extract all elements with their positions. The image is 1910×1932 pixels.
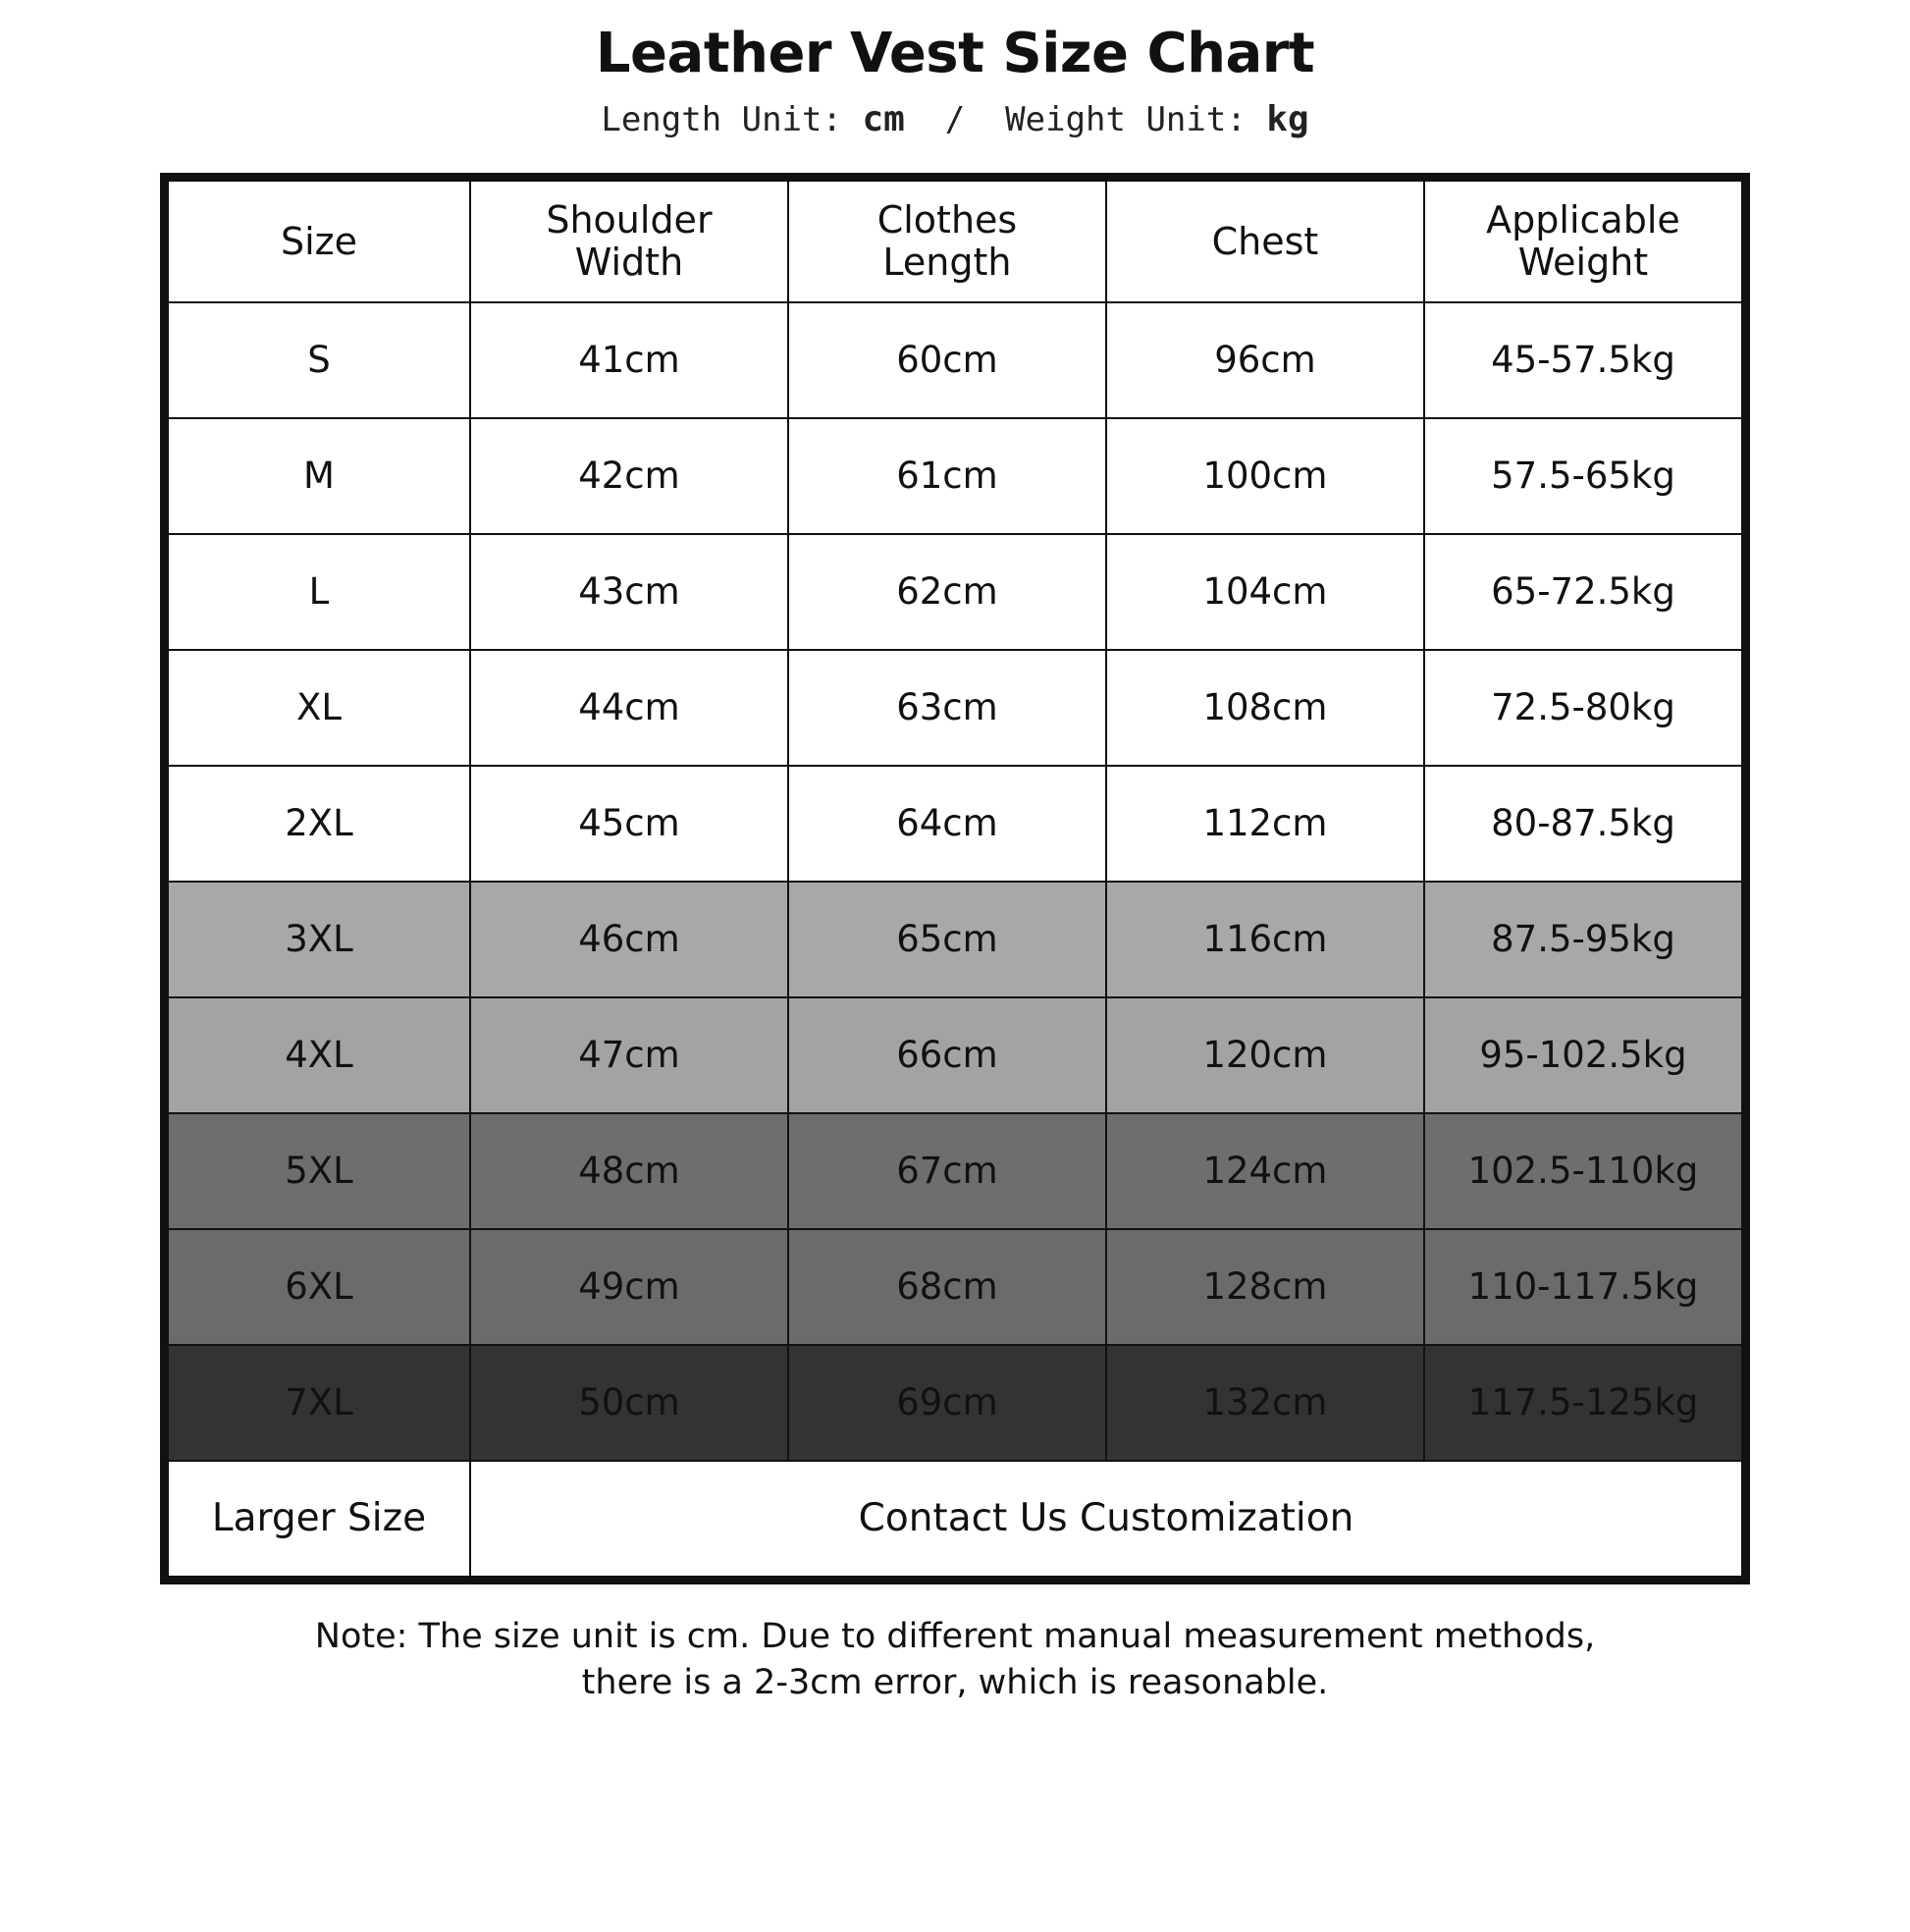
cell-shoulder-width: 50cm	[470, 1345, 788, 1461]
length-unit-value: cm	[862, 99, 905, 139]
cell-clothes-length: 63cm	[788, 650, 1106, 766]
column-header-applicable-weight	[1424, 181, 1742, 302]
cell-clothes-length: 69cm	[788, 1345, 1106, 1461]
cell-applicable-weight: 87.5-95kg	[1424, 882, 1742, 997]
cell-clothes-length: 68cm	[788, 1229, 1106, 1345]
cell-clothes-length: 61cm	[788, 418, 1106, 534]
cell-clothes-length: 66cm	[788, 997, 1106, 1113]
table-row	[168, 534, 1742, 650]
table-row	[168, 766, 1742, 882]
cell-shoulder-width: 48cm	[470, 1113, 788, 1229]
cell-clothes-length: 60cm	[788, 302, 1106, 418]
table-row	[168, 302, 1742, 418]
cell-size: S	[168, 302, 470, 418]
cell-applicable-weight: 57.5-65kg	[1424, 418, 1742, 534]
table-row	[168, 882, 1742, 997]
column-header-chest: Chest	[1106, 181, 1424, 302]
note-line-2: there is a 2-3cm error, which is reasonable.	[581, 1663, 1329, 1703]
table-header-row	[168, 181, 1742, 302]
cell-chest: 124cm	[1106, 1113, 1424, 1229]
cell-applicable-weight: 72.5-80kg	[1424, 650, 1742, 766]
size-table	[167, 180, 1743, 1578]
cell-chest: 132cm	[1106, 1345, 1424, 1461]
table-row	[168, 1345, 1742, 1461]
cell-chest: 104cm	[1106, 534, 1424, 650]
cell-size: 2XL	[168, 766, 470, 882]
note-line-1: Note: The size unit is cm. Due to different manual measurement methods,	[314, 1617, 1596, 1656]
cell-shoulder-width: 41cm	[470, 302, 788, 418]
page-title: Leather Vest Size Chart	[595, 22, 1315, 85]
cell-applicable-weight: 45-57.5kg	[1424, 302, 1742, 418]
header-line-1: Shoulder	[546, 198, 713, 242]
unit-subtitle	[0, 99, 1910, 139]
cell-shoulder-width: 46cm	[470, 882, 788, 997]
length-unit-label: Length Unit:	[601, 100, 863, 139]
header-line-2: Length	[882, 241, 1012, 284]
cell-chest: 112cm	[1106, 766, 1424, 882]
cell-chest: 128cm	[1106, 1229, 1424, 1345]
larger-size-value: Contact Us Customization	[470, 1461, 1742, 1577]
size-chart-page	[0, 22, 1910, 1932]
cell-shoulder-width: 45cm	[470, 766, 788, 882]
header-line-1: Applicable	[1486, 198, 1680, 242]
cell-chest: 100cm	[1106, 418, 1424, 534]
cell-shoulder-width: 47cm	[470, 997, 788, 1113]
cell-applicable-weight: 110-117.5kg	[1424, 1229, 1742, 1345]
column-header-clothes-length	[788, 181, 1106, 302]
cell-shoulder-width: 44cm	[470, 650, 788, 766]
cell-shoulder-width: 49cm	[470, 1229, 788, 1345]
cell-chest: 108cm	[1106, 650, 1424, 766]
unit-separator: /	[904, 100, 1006, 139]
weight-unit-label: Weight Unit:	[1005, 100, 1267, 139]
table-row	[168, 418, 1742, 534]
table-row	[168, 650, 1742, 766]
cell-size: L	[168, 534, 470, 650]
cell-size: 6XL	[168, 1229, 470, 1345]
larger-size-row	[168, 1461, 1742, 1577]
header-line-2: Weight	[1517, 241, 1649, 284]
cell-shoulder-width: 43cm	[470, 534, 788, 650]
cell-size: 5XL	[168, 1113, 470, 1229]
cell-applicable-weight: 80-87.5kg	[1424, 766, 1742, 882]
cell-size: 7XL	[168, 1345, 470, 1461]
table-row	[168, 1113, 1742, 1229]
cell-chest: 96cm	[1106, 302, 1424, 418]
column-header-size: Size	[168, 181, 470, 302]
cell-applicable-weight: 95-102.5kg	[1424, 997, 1742, 1113]
table-row	[168, 997, 1742, 1113]
cell-clothes-length: 67cm	[788, 1113, 1106, 1229]
table-row	[168, 1229, 1742, 1345]
cell-chest: 116cm	[1106, 882, 1424, 997]
cell-chest: 120cm	[1106, 997, 1424, 1113]
cell-size: M	[168, 418, 470, 534]
weight-unit-value: kg	[1266, 99, 1309, 139]
cell-clothes-length: 64cm	[788, 766, 1106, 882]
cell-clothes-length: 62cm	[788, 534, 1106, 650]
cell-applicable-weight: 117.5-125kg	[1424, 1345, 1742, 1461]
size-table-container	[160, 173, 1750, 1584]
cell-size: XL	[168, 650, 470, 766]
cell-applicable-weight: 65-72.5kg	[1424, 534, 1742, 650]
header-line-1: Clothes	[876, 198, 1018, 242]
cell-clothes-length: 65cm	[788, 882, 1106, 997]
cell-size: 4XL	[168, 997, 470, 1113]
column-header-shoulder-width	[470, 181, 788, 302]
header-line-2: Width	[574, 241, 684, 284]
cell-shoulder-width: 42cm	[470, 418, 788, 534]
cell-size: 3XL	[168, 882, 470, 997]
larger-size-label: Larger Size	[168, 1461, 470, 1577]
measurement-note	[219, 1614, 1691, 1707]
cell-applicable-weight: 102.5-110kg	[1424, 1113, 1742, 1229]
